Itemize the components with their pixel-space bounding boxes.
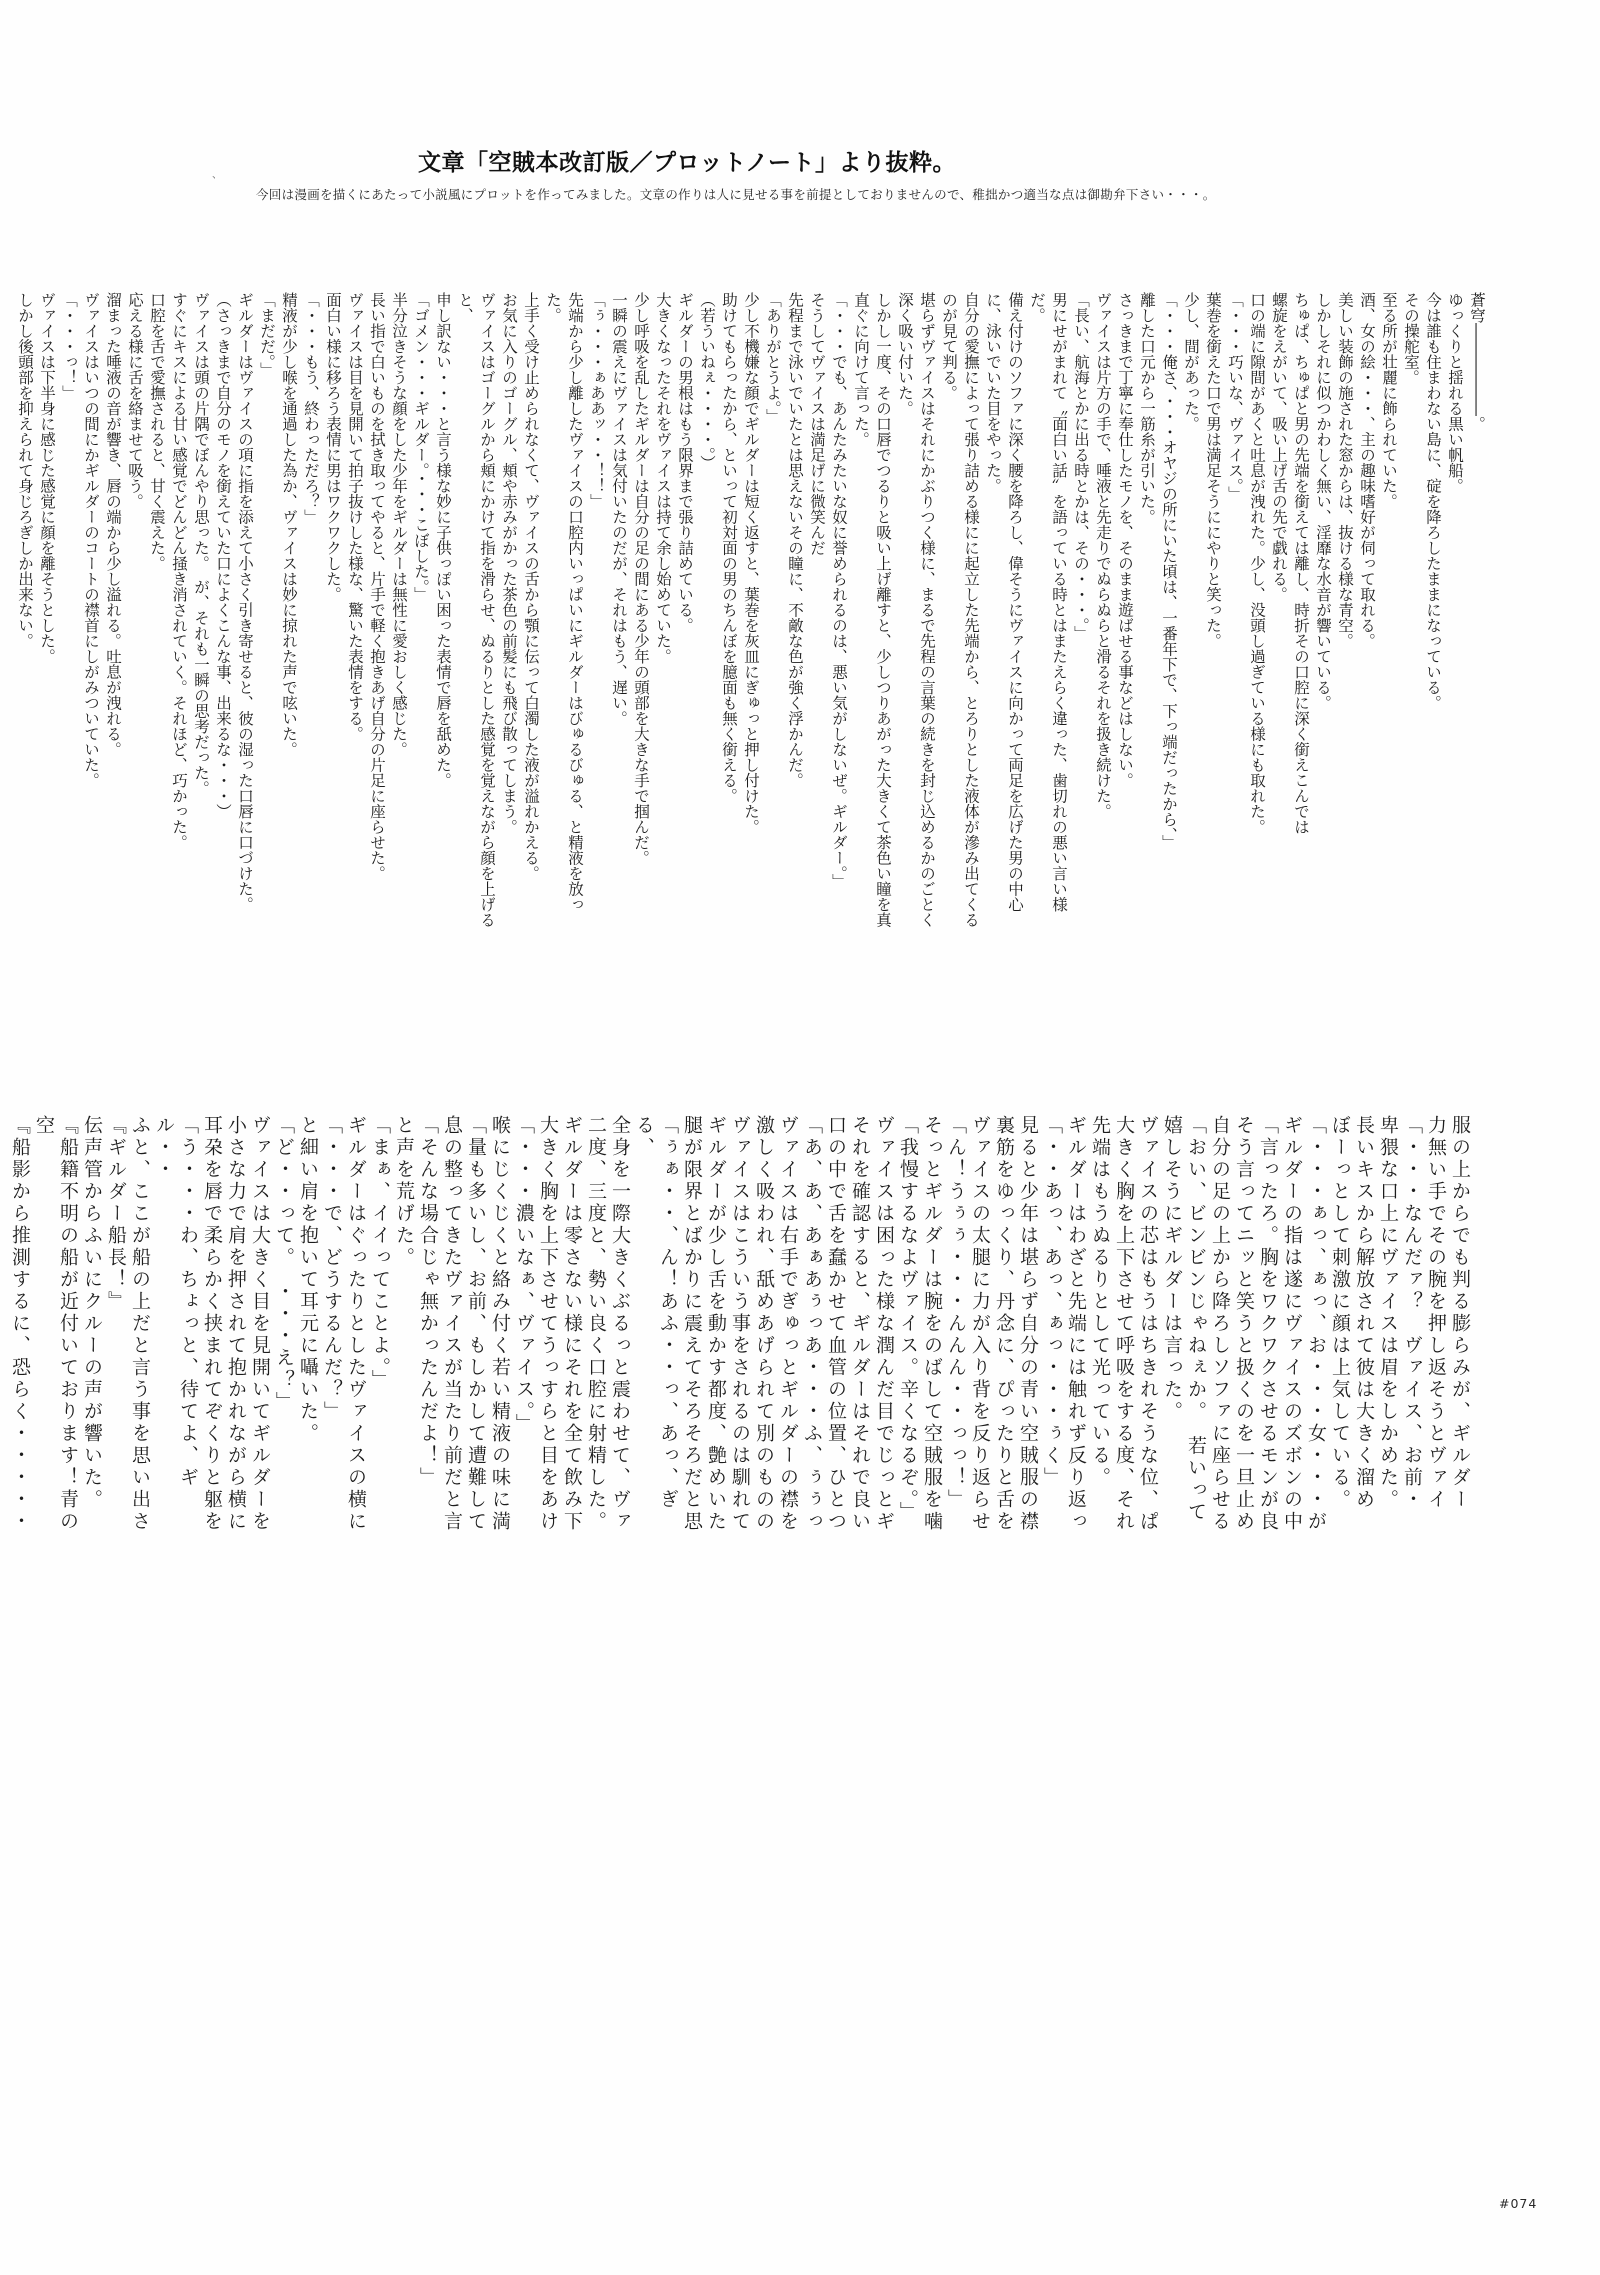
text-column: 「ん！うぅぅ・・・んんん・・っっ！」 — [945, 1115, 967, 1511]
text-column: そうしてヴァイスは満足げに微笑んだ — [808, 292, 826, 556]
text-column: 腿が限界とばかりに震えてそろそろだと思 — [681, 1115, 703, 1533]
text-column: ふと、ここが船の上だと言う事を思い出さ — [129, 1115, 151, 1533]
text-column: 葉巻を銜えた口で男は満足そうににやりと笑った。 — [1204, 292, 1222, 649]
text-column: 「長い、航海とかに出る時とかは、その・・・。」 — [1072, 292, 1090, 641]
text-column: 息の整ってきたヴァイスが当たり前だと言 — [441, 1115, 463, 1533]
text-column: 精液が少し喉を通過した為か、ヴァイスは妙に掠れた声で呟いた。 — [280, 292, 298, 757]
text-column: ヴァイスはこういう事をされるのは馴れて — [729, 1115, 751, 1533]
text-column: 「・・・巧いな、ヴァイス。」 — [1226, 292, 1244, 502]
text-column: 一瞬の震えにヴァイスは気付いたのだが、それはもう、遅い。 — [610, 292, 628, 726]
text-column: 少し不機嫌な顔でギルダーは短く返すと、葉巻を灰皿にぎゅっと押し付けた。 — [742, 292, 760, 835]
text-column: 伝声管からふいにクルーの声が響いた。 — [81, 1115, 103, 1511]
text-column: ヴァイスはゴーグルから頬にかけて指を滑らせ、ぬるりとした感覚を覚えながら顔を上げると、 — [456, 292, 496, 928]
text-column: 喉にじくじくと絡み付く若い精液の味に満 — [489, 1115, 511, 1533]
top-text-block — [14, 292, 1488, 942]
text-column: （さっきまで自分のモノを銜えていた口によくこんな事、出来るな・・・） — [214, 292, 232, 819]
text-column: 自分の足の上から降ろしソファに座らせる — [1209, 1115, 1231, 1533]
text-column: 「・・あっ、あっ、ぁっ・・・ぅく」 — [1041, 1115, 1063, 1489]
text-column: ギルダーの指は遂にヴァイスのズボンの中 — [1281, 1115, 1303, 1533]
text-column: 「ゴメン・・・ギルダー。・・・こぼした。」 — [412, 292, 430, 602]
text-column: そう言ってニッと笑うと扱くのを一旦止め — [1233, 1115, 1255, 1533]
text-column: 先端から少し離したヴァイスの口腔内いっぱいにギルダーはびゅるびゅる、と精液を放った。 — [544, 292, 584, 912]
text-column: 長い指で白いものを拭き取ってやると、片手で軽く抱きあげ自分の片足に座らせた。 — [368, 292, 386, 881]
text-column: 男にせがまれて〝面白い話〟を語っている時とはまたえらく違った、歯切れの悪い言い様だ。 — [1028, 292, 1068, 912]
text-column: ギルダーは零さない様にそれを全て飲み下 — [561, 1115, 583, 1533]
text-column: ヴァイスの太腿に力が入り背を反り返らせ — [969, 1115, 991, 1533]
text-column: 「あ、あ、あぁあぅっあ・・・ふ、ぅぅっ — [801, 1115, 823, 1533]
text-column: 今は誰も住まわない島に、碇を降ろしたままになっている。 — [1424, 292, 1442, 711]
text-column: 嬉しそうにギルダーは言った。 — [1161, 1115, 1183, 1423]
text-column: 『船籍不明の船が近付いております！青の空 — [33, 1115, 79, 1533]
text-column: その操舵室。 — [1402, 292, 1420, 385]
text-column: ヴァイスはいつの間にかギルダーのコートの襟首にしがみついていた。 — [82, 292, 100, 788]
text-column: お気に入りのゴーグル、頬や赤みがかった茶色の前髪にも飛び散ってしまう。 — [500, 292, 518, 835]
text-column: 口腔を舌で愛撫されると、甘く震えた。 — [148, 292, 166, 571]
text-column: 「おい、ビンビンじゃねぇか。 若いって — [1185, 1115, 1207, 1524]
text-column: ヴァイスは右手でぎゅっとギルダーの襟を — [777, 1115, 799, 1533]
text-column: ヴァイスは大きく目を見開いてギルダーを — [249, 1115, 271, 1533]
text-column: 「ありがとうよ。」 — [764, 292, 782, 424]
text-column: 卑猥な口上にヴァイスは眉をしかめた。 — [1377, 1115, 1399, 1511]
text-column: ギルダーが少し舌を動かす都度、艶めいた — [705, 1115, 727, 1533]
text-column: 美しい装飾の施された窓からは、抜ける様な青空。 — [1336, 292, 1354, 649]
text-column: ヴァイスは目を見開いて拍子抜けした様な、驚いた表情をする。 — [346, 292, 364, 742]
text-column: 「・・・ぁっ、ぁっ、お・・・女・・・が — [1305, 1115, 1327, 1533]
text-column: 「ぅぁ・・、ん！あふ・・っ、あっ、ぎる、 — [633, 1115, 679, 1511]
text-column: 大きく胸を上下させてうっすらと目をあけ — [537, 1115, 559, 1533]
text-column: 申し訳ない・・・と言う様な妙に子供っぽい困った表情で唇を舐めた。 — [434, 292, 452, 788]
text-column: 堪らずヴァイスはそれにかぶりつく様に、まるで先程の言葉の続きを封じ込めるかのごとく深く吸い付いた。 — [896, 292, 936, 928]
text-column: ヴァイスは困った様な潤んだ目でじっとギ — [873, 1115, 895, 1533]
text-column: （若ういねぇ・・・・。） — [698, 292, 716, 471]
text-column: ヴァイスは下半身に感じた感覚に顔を離そうとした。 — [38, 292, 56, 664]
text-column: と細い肩を抱いて耳元に囁いた。 — [297, 1115, 319, 1445]
text-column: 蒼穹――――――。 — [1468, 292, 1486, 432]
text-column: 備え付けのソファに深く腰を降ろし、偉そうにヴァイスに向かって両足を広げた男の中心に、泳いでいた目をやった。 — [984, 292, 1024, 912]
text-column: 上手く受け止められなくて、ヴァイスの舌から顎に伝って白濁した液が溢れかえる。 — [522, 292, 540, 881]
text-column: 力無い手でその腕を押し返そうとヴァイ — [1425, 1115, 1447, 1511]
text-column: そっとギルダーは腕をのばして空賊服を噛 — [921, 1115, 943, 1533]
text-column: 「ど・・って。 ・・・え？」 — [273, 1115, 295, 1414]
text-column: 少し、間があった。 — [1182, 292, 1200, 432]
text-column: ヴァイスは片方の手で、唾液と先走りでぬらぬらと滑るそれを扱き続けた。 — [1094, 292, 1112, 819]
text-column: ぼーっとして刺激に顔は上気している。 — [1329, 1115, 1351, 1511]
text-column: 服の上からでも判る膨らみが、ギルダー — [1449, 1115, 1471, 1511]
text-column: 「・・・もう、終わっただろ？」 — [302, 292, 320, 525]
text-column: 「・・・で、どうするんだ？」 — [321, 1115, 343, 1423]
text-column: 『ギルダー船長！』 — [105, 1115, 127, 1313]
text-column: ギルダーはぐったりとしたヴァイスの横に — [345, 1115, 367, 1533]
text-column: さっきまで丁寧に奉仕したモノを、そのまま遊ばせる事などはしない。 — [1116, 292, 1134, 788]
text-column: しかしそれに似つかわしく無い、淫靡な水音が響いている。 — [1314, 292, 1332, 711]
page-number: #074 — [1499, 2196, 1538, 2211]
doc-subtitle: 今回は漫画を描くにあたって小説風にプロットを作ってみました。文章の作りは人に見せる事を前提としておりませんので、稚拙かつ適当な点は御勘弁下さい・・・。 — [256, 187, 1216, 202]
text-column: 二度、三度と、勢い良く口腔に射精した。 — [585, 1115, 607, 1533]
bottom-text-block — [8, 1115, 1472, 1537]
text-column: 長いキスから解放されて彼は大きく溜め — [1353, 1115, 1375, 1511]
text-column: 「・・・俺さ、・・・オヤジの所にいた頃は、一番年下で、下っ端だったから、」 — [1160, 292, 1178, 850]
text-column: ギルダーはわざと先端には触れず反り返っ — [1065, 1115, 1087, 1533]
text-column: 「言ったろ。胸をワクワクさせるモンが良 — [1257, 1115, 1279, 1533]
text-column: 「まぁ、イイってことよ。」 — [369, 1115, 391, 1392]
text-column: 口の端に隙間があくと吐息が洩れた。少し、没頭し過ぎている様にも取れた。 — [1248, 292, 1266, 835]
text-column: ギルダーの男根はもう限界まで張り詰めている。 — [676, 292, 694, 633]
text-column: と声を荒げた。 — [393, 1115, 415, 1269]
text-column: しかし一度、その口唇でつるりと吸い上げ離すと、少しつりあがった大きくて茶色い瞳を真直ぐに向けて言った。 — [852, 292, 892, 928]
text-column: ヴァイスは頭の片隅でぼんやり思った。 が、それも一瞬の思考だった。 — [192, 292, 210, 796]
text-column: 「・・・でも、あんたみたいな奴に誉められるのは、悪い気がしないぜ。ギルダー。」 — [830, 292, 848, 889]
text-column: 面白い様に移ろう表情に男はワクワクした。 — [324, 292, 342, 602]
text-column: 「量も多いし、お前、もしかして遭難して — [465, 1115, 487, 1533]
text-column: 小さな力で肩を押されて抱かれながら横に — [225, 1115, 247, 1533]
text-column: ギルダーはヴァイスの項に指を添えて小さく引き寄せると、彼の湿った口唇に口づけた。 — [236, 292, 254, 912]
text-column: 「う・・・わ、ちょっと、待てよ、ギル・・ — [153, 1115, 199, 1489]
text-column: 「・・・っ！」 — [60, 292, 78, 401]
text-column: 先程まで泳いでいたとは思えないその瞳に、不敵な色が強く浮かんだ。 — [786, 292, 804, 788]
text-column: 「そんな場合じゃ無かったんだよ！」 — [417, 1115, 439, 1489]
text-column: ゆっくりと揺れる黒い帆船。 — [1446, 292, 1464, 494]
text-column: 大きく胸を上下させて呼吸をする度、それ — [1113, 1115, 1135, 1533]
text-column: 見ると少年は堪らず自分の青い空賊服の襟 — [1017, 1115, 1039, 1533]
text-column: 裏筋をゆっくり、丹念に、ぴったりと舌を — [993, 1115, 1015, 1533]
text-column: 至る所が壮麗に飾られていた。 — [1380, 292, 1398, 509]
text-column: 激しく吸われ、舐めあげられて別のものの — [753, 1115, 775, 1533]
text-column: 『船影から推測するに、恐らく・・・・・ — [9, 1115, 31, 1533]
text-column: 「・・・なんだァ？ ヴァイス、お前・ — [1401, 1115, 1423, 1511]
subtitle-tick: 、 — [212, 170, 222, 181]
text-column: 応える様に舌を絡ませて吸う。 — [126, 292, 144, 509]
text-column: 「まだだ。」 — [258, 292, 276, 378]
text-column: すぐにキスによる甘い感覚でどんどん掻き消されていく。それほど、巧かった。 — [170, 292, 188, 850]
text-column: 離した口元から一筋糸が引いた。 — [1138, 292, 1156, 525]
text-column: 「我慢するなよヴァイス。辛くなるぞ。」 — [897, 1115, 919, 1524]
text-column: それを確認すると、ギルダーはそれで良い — [849, 1115, 871, 1533]
text-column: 耳朶を唇で柔らかく挟まれてぞくりと躯を — [201, 1115, 223, 1533]
text-column: 自分の愛撫によって張り詰める様にに起立した先端から、とろりとした液体が滲み出てくるのが見て判る。 — [940, 292, 980, 928]
text-column: 「ぅ・・・ぁああッ・・！！」 — [588, 292, 606, 509]
text-column: 全身を一際大きくぶるっと震わせて、ヴァ — [609, 1115, 631, 1533]
text-column: 「・・・濃いなぁ、ヴァイス。」 — [513, 1115, 535, 1436]
text-column: 先端はもうぬるりとして光っている。 — [1089, 1115, 1111, 1489]
text-column: しかし後頭部を抑えられて身じろぎしか出来ない。 — [16, 292, 34, 649]
text-column: ヴァイスの芯はもうはちきれそうな位、ぱ — [1137, 1115, 1159, 1533]
text-column: 少し呼吸を乱したギルダーは自分の足の間にある少年の頭部を大きな手で掴んだ。 — [632, 292, 650, 866]
text-column: 酒、女の絵・・・、主の趣味嗜好が伺って取れる。 — [1358, 292, 1376, 649]
text-column: 半分泣きそうな顔をした少年をギルダーは無性に愛おしく感じた。 — [390, 292, 408, 757]
text-column: 助けてもらったから、といって初対面の男のちんぼを臆面も無く銜える。 — [720, 292, 738, 804]
text-column: 口の中で舌を蠢かせて血管の位置、ひとつ — [825, 1115, 847, 1533]
text-column: 溜まった唾液の音が響き、唇の端から少し溢れる。吐息が洩れる。 — [104, 292, 122, 757]
text-column: ちゅぱ、ちゅぱと男の先端を銜えては離し、時折その口腔に深く銜えこんでは — [1292, 292, 1310, 835]
text-column: 大きくなったそれをヴァイスは持て余し始めていた。 — [654, 292, 672, 664]
doc-title: 文章「空賊本改訂版／プロットノート」より抜粋。 — [418, 150, 956, 176]
text-column: 螺旋をえがいて、吸い上げ舌の先で戯れる。 — [1270, 292, 1288, 602]
